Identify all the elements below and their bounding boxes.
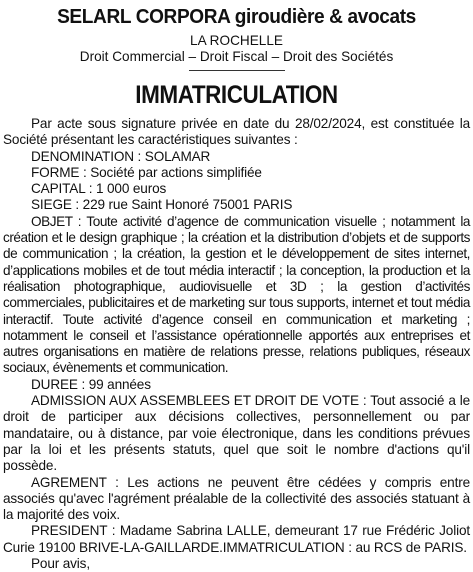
notice-body [3,116,470,572]
president-paragraph: PRESIDENT : Madame Sabrina LALLE, demeurant 17 rue Frédéric Joliot Curie 19100 BRIVE-LA-GAILLARDE.IMMATRICULATION : au RCS de PARIS. [3,523,470,555]
forme-line: FORME : Société par actions simplifiée [31,164,262,180]
denomination-line: DENOMINATION : SOLAMAR [31,148,211,164]
header-divider [189,70,285,71]
siege-line: SIEGE : 229 rue Saint Honoré 75001 PARIS [31,197,293,213]
admission-paragraph: ADMISSION AUX ASSEMBLEES ET DROIT DE VOTE : Tout associé a le droit de participer aux décisions collectives, personnellement ou par mandataire, ou à distance, par voie électronique, dans les conditions prévues par la loi et les présents statuts, quel que soit le nombre d'actions qu'il possède. [3,393,470,474]
notice-title: IMMATRICULATION [135,81,338,109]
capital-line: CAPITAL : 1 000 euros [31,181,167,197]
firm-name: SELARL CORPORA giroudière & avocats [57,5,416,28]
duree-line: DUREE : 99 années [31,376,151,392]
closing-line: Pour avis, [31,556,90,572]
objet-paragraph: OBJET : Toute activité d’agence de communication visuelle ; notamment la création et le design graphique ; la création et la distribution d’objets et de supports de communication ; la création, la gestion et le développement de sites internet, d’applications mobiles et de tout média interactif ; la conception, la production et la réalisation photographique, audiovisuelle et 3D ; la gestion d’activités commerciales, publicitaires et de marketing sur tous supports, internet et tout média interactif. Toute activité d’agence conseil en communication et marketing ; notamment le conseil et l’assistance opérationnelle apportés aux entreprises et autres organisations en matière de relations presse, relations publiques, réseaux sociaux, évènements et communication. [3,213,470,376]
intro-paragraph: Par acte sous signature privée en date du 28/02/2024, est constituée la Société présentant les caractéristiques suivantes : [3,116,470,148]
practice-areas: Droit Commercial – Droit Fiscal – Droit des Sociétés [79,48,394,64]
agrement-paragraph: AGREMENT : Les actions ne peuvent être cédées y compris entre associés qu'avec l'agrément préalable de la collectivité des associés statuant à la majorité des voix. [3,474,470,523]
firm-city: LA ROCHELLE [190,33,283,48]
